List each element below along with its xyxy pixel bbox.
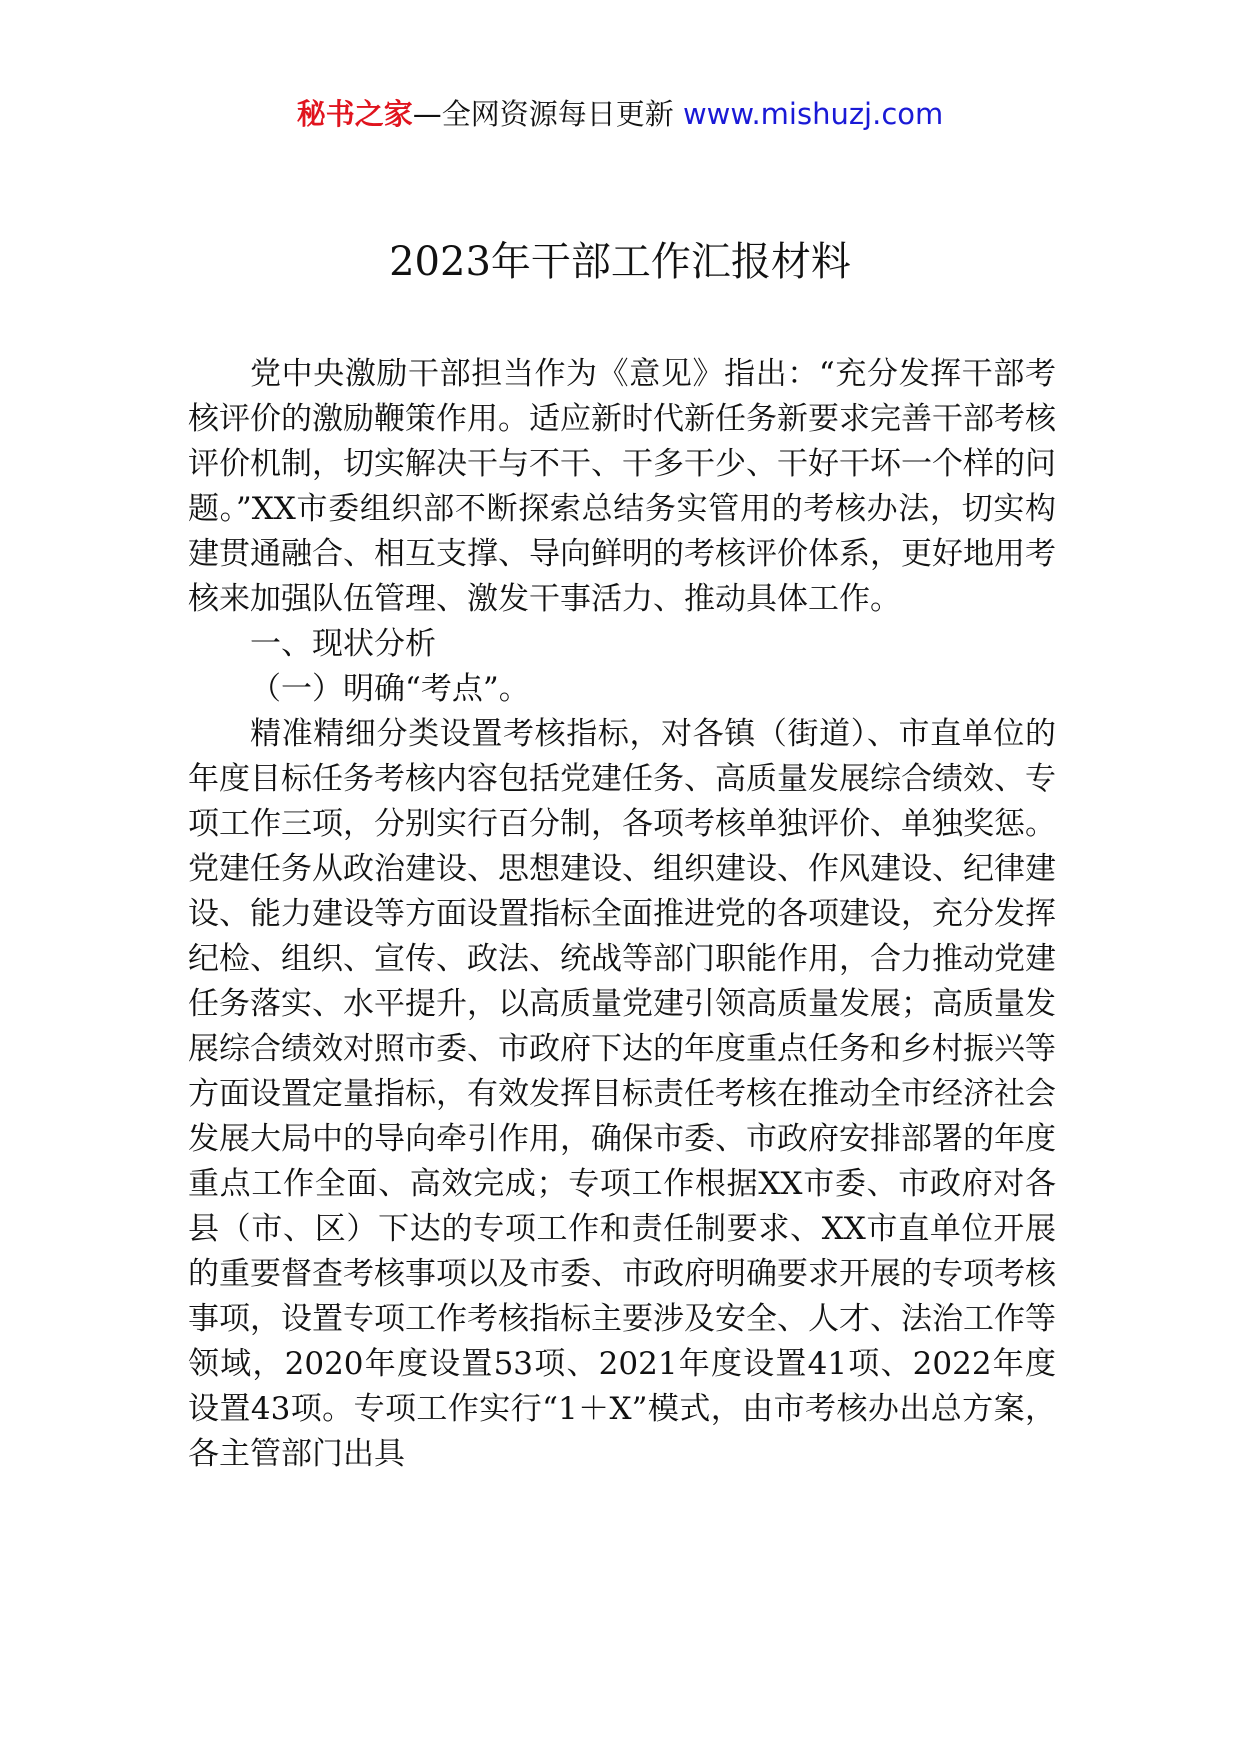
intro-paragraph: 党中央激励干部担当作为《意见》指出：“充分发挥干部考核评价的激励鞭策作用。适应新时代新任务新要求完善干部考核评价机制，切实解决干与不干、干多干少、干好干坏一个样的问题。”XX市委组织部不断探索总结务实管用的考核办法，切实构建贯通融合、相互支撑、导向鲜明的考核评价体系，更好地用考核来加强队伍管理、激发干事活力、推动具体工作。 bbox=[188, 356, 1056, 617]
section-heading: 一、现状分析 bbox=[250, 626, 436, 662]
site-brand: 秘书之家 bbox=[296, 97, 413, 131]
body-paragraph: 精准精细分类设置考核指标，对各镇（街道）、市直单位的年度目标任务考核内容包括党建任务、高质量发展综合绩效、专项工作三项，分别实行百分制，各项考核单独评价、单独奖惩。党建任务从政治建设、思想建设、组织建设、作风建设、纪律建设、能力建设等方面设置指标全面推进党的各项建设，充分发挥纪检、组织、宣传、政法、统战等部门职能作用，合力推动党建任务落实、水平提升，以高质量党建引领高质量发展；高质量发展综合绩效对照市委、市政府下达的年度重点任务和乡村振兴等方面设置定量指标，有效发挥目标责任考核在推动全市经济社会发展大局中的导向牵引作用，确保市委、市政府安排部署的年度重点工作全面、高效完成；专项工作根据XX市委、市政府对各县（市、区）下达的专项工作和责任制要求、XX市直单位开展的重要督查考核事项以及市委、市政府明确要求开展的专项考核事项，设置专项工作考核指标主要涉及安全、人才、法治工作等领域，2020年度设置53项、2021年度设置41项、2022年度设置43项。专项工作实行“1＋X”模式，由市考核办出总方案，各主管部门出具 bbox=[188, 716, 1056, 1472]
document-body bbox=[188, 352, 1056, 1477]
subsection-heading: （一）明确“考点”。 bbox=[250, 671, 530, 707]
site-tagline: —全网资源每日更新 bbox=[412, 97, 683, 131]
site-header bbox=[0, 94, 1240, 134]
site-url-link[interactable]: www.mishuzj.com bbox=[682, 97, 944, 131]
document-title: 2023年干部工作汇报材料 bbox=[389, 239, 851, 285]
